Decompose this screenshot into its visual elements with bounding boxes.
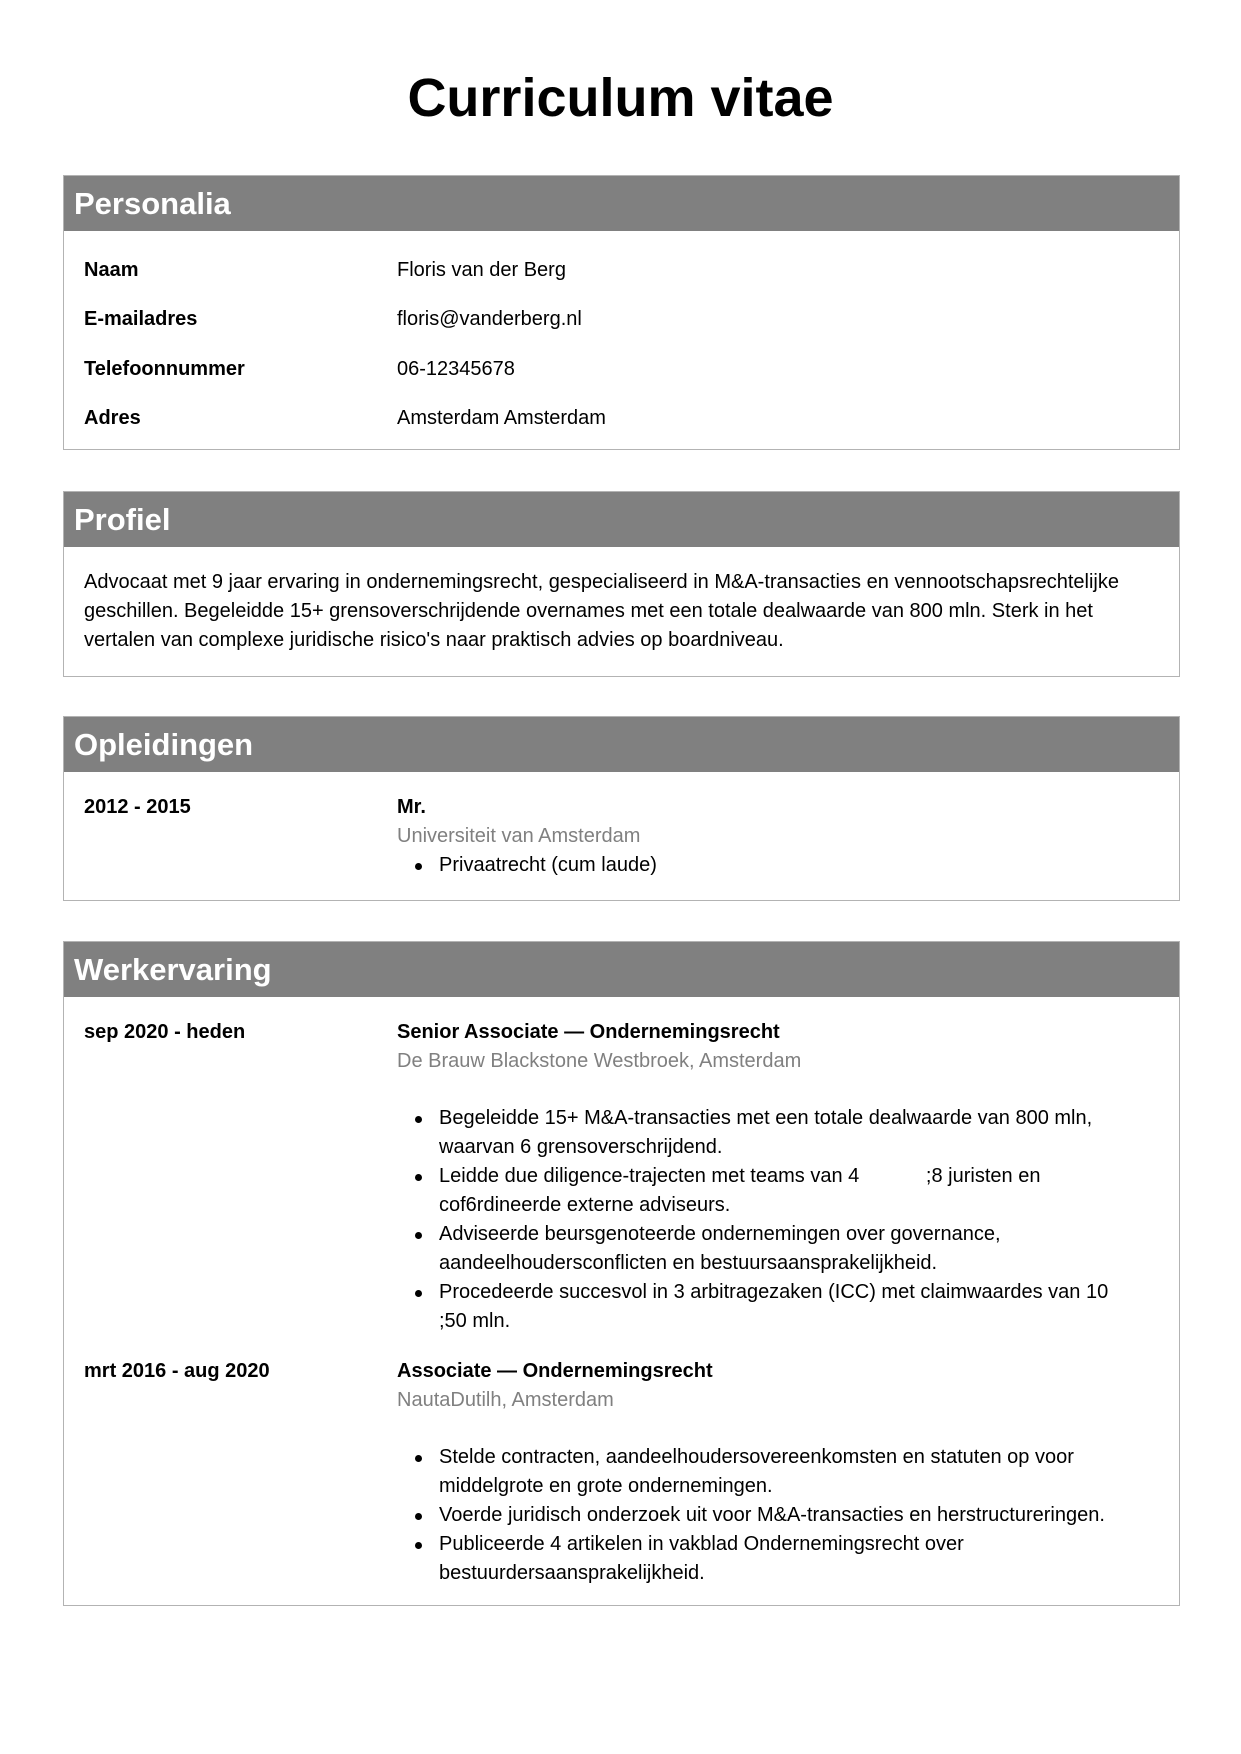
personalia-section bbox=[63, 175, 1180, 450]
list-item: Leidde due diligence-trajecten met teams van 4 ;8 juristen en cof6rdineerde externe adviseurs. bbox=[439, 1162, 1159, 1220]
section-header-opleidingen: Opleidingen bbox=[64, 717, 1179, 772]
list-item: Adviseerde beursgenoteerde ondernemingen over governance, aandeelhoudersconflicten en bestuursaansprakelijkheid. bbox=[439, 1220, 1159, 1278]
value-adres: Amsterdam Amsterdam bbox=[397, 407, 606, 429]
list-item: Stelde contracten, aandeelhoudersovereenkomsten en statuten op voor middelgrote en grote ondernemingen. bbox=[439, 1443, 1159, 1501]
value-email: floris@vanderberg.nl bbox=[397, 308, 582, 330]
job-entry-2 bbox=[64, 1336, 1179, 1588]
education-degree: Mr. bbox=[397, 796, 426, 818]
list-item: Procedeerde succesvol in 3 arbitragezaken (ICC) met claimwaardes van 10 ;50 mln. bbox=[439, 1278, 1159, 1336]
job-employer: NautaDutilh, Amsterdam bbox=[397, 1389, 614, 1411]
profile-text: Advocaat met 9 jaar ervaring in ondernemingsrecht, gespecialiseerd in M&A-transacties en vennootschapsrechtelijke geschillen. Begeleidde 15+ grensoverschrijdende overnames met een totale dealwaarde van 800 mln. Sterk in het vertalen van complexe juridische risico's naar praktisch advies op boardniveau. bbox=[84, 571, 1119, 651]
list-item: Publiceerde 4 artikelen in vakblad Ondernemingsrecht over bestuurdersaansprakelijkheid. bbox=[439, 1530, 1159, 1588]
section-header-werkervaring: Werkervaring bbox=[64, 942, 1179, 997]
list-item: Privaatrecht (cum laude) bbox=[439, 851, 1159, 880]
value-naam: Floris van der Berg bbox=[397, 259, 566, 281]
job-title: Senior Associate — Ondernemingsrecht bbox=[397, 1021, 780, 1043]
education-bullets bbox=[397, 851, 1159, 880]
label-telefoon: Telefoonnummer bbox=[84, 358, 245, 380]
education-period: 2012 - 2015 bbox=[84, 796, 191, 818]
job-employer: De Brauw Blackstone Westbroek, Amsterdam bbox=[397, 1050, 802, 1072]
job-period: mrt 2016 - aug 2020 bbox=[84, 1360, 270, 1382]
education-entry bbox=[64, 772, 1179, 880]
section-header-profiel: Profiel bbox=[64, 492, 1179, 547]
list-item: Begeleidde 15+ M&A-transacties met een totale dealwaarde van 800 mln, waarvan 6 grensoverschrijdend. bbox=[439, 1104, 1159, 1162]
label-email: E-mailadres bbox=[84, 308, 198, 330]
value-telefoon: 06-12345678 bbox=[397, 358, 515, 380]
job-bullets bbox=[397, 1443, 1159, 1588]
job-period: sep 2020 - heden bbox=[84, 1021, 246, 1043]
opleidingen-section bbox=[63, 716, 1180, 901]
job-bullets bbox=[397, 1104, 1186, 1336]
education-institution: Universiteit van Amsterdam bbox=[397, 825, 641, 847]
page-title: Curriculum vitae bbox=[407, 68, 834, 128]
section-header-personalia: Personalia bbox=[64, 176, 1179, 231]
job-title: Associate — Ondernemingsrecht bbox=[397, 1360, 713, 1382]
job-entry-1 bbox=[64, 997, 1186, 1336]
werkervaring-section bbox=[63, 941, 1186, 1606]
label-naam: Naam bbox=[84, 259, 139, 281]
list-item: Voerde juridisch onderzoek uit voor M&A-transacties en herstructureringen. bbox=[439, 1501, 1159, 1530]
label-adres: Adres bbox=[84, 407, 141, 429]
profiel-section bbox=[63, 491, 1180, 677]
